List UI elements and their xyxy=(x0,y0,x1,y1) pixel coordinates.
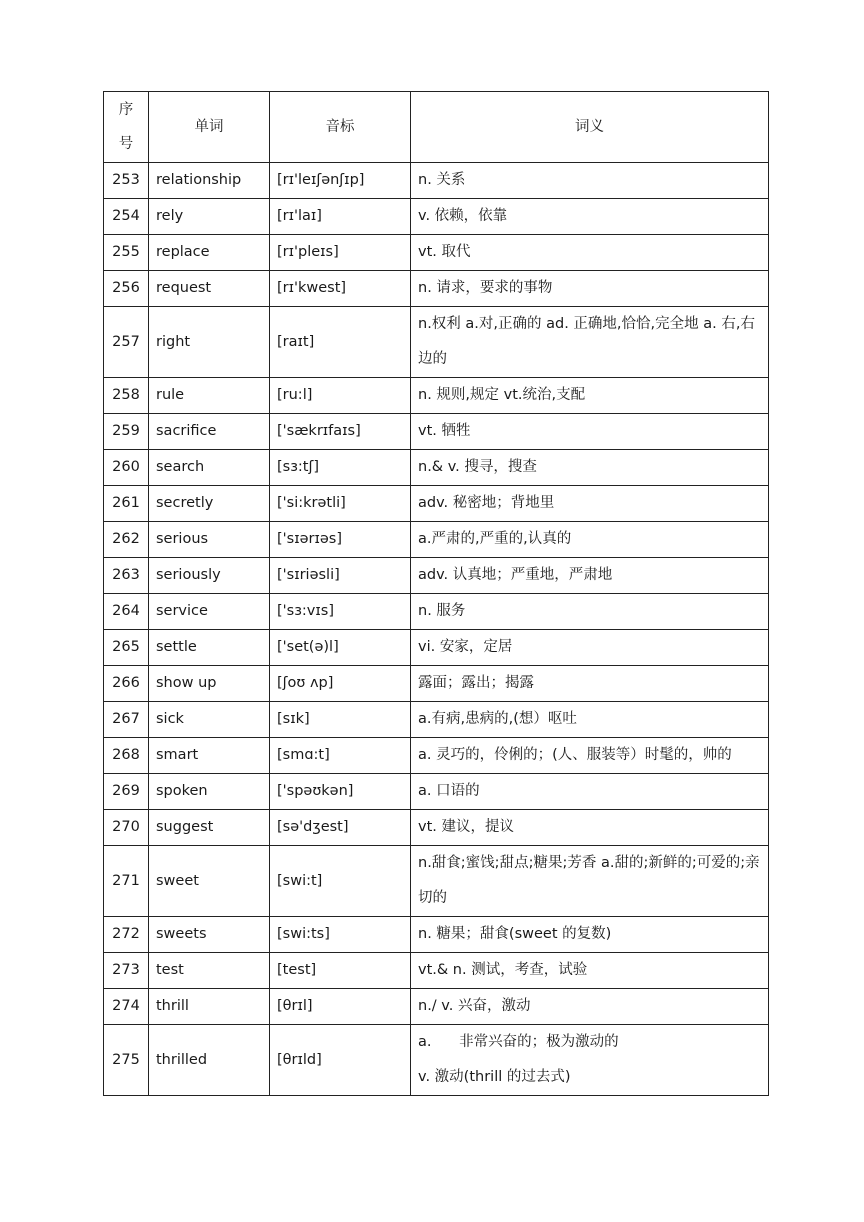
table-row xyxy=(104,774,769,810)
row-phonetic: ['sɪriəsli] xyxy=(270,558,411,594)
row-word: suggest xyxy=(149,810,270,846)
row-word: thrilled xyxy=(149,1025,270,1096)
row-word: replace xyxy=(149,235,270,271)
header-number-line2: 号 xyxy=(118,136,134,152)
row-word: thrill xyxy=(149,989,270,1025)
row-meaning: vt. 建议，提议 xyxy=(411,810,769,846)
table-row xyxy=(104,378,769,414)
row-meaning: a. 灵巧的，伶俐的；(人、服装等）时髦的，帅的 xyxy=(411,738,769,774)
row-meaning: n. 服务 xyxy=(411,594,769,630)
row-meaning: n. 规则,规定 vt.统治,支配 xyxy=(411,378,769,414)
row-word: settle xyxy=(149,630,270,666)
row-word: sacrifice xyxy=(149,414,270,450)
table-row xyxy=(104,738,769,774)
header-word: 单词 xyxy=(149,92,270,163)
row-meaning: vt. 牺牲 xyxy=(411,414,769,450)
table-row xyxy=(104,666,769,702)
table-row xyxy=(104,630,769,666)
row-phonetic: ['set(ə)l] xyxy=(270,630,411,666)
row-phonetic: [sɪk] xyxy=(270,702,411,738)
table-row xyxy=(104,810,769,846)
row-word: rule xyxy=(149,378,270,414)
row-number: 267 xyxy=(104,702,149,738)
row-phonetic: ['sɪərɪəs] xyxy=(270,522,411,558)
row-meaning: a. 口语的 xyxy=(411,774,769,810)
table-row xyxy=(104,235,769,271)
header-number xyxy=(104,92,149,163)
row-number: 254 xyxy=(104,199,149,235)
row-meaning-line: a. 非常兴奋的；极为激动的 xyxy=(418,1034,619,1050)
table-row xyxy=(104,307,769,378)
row-meaning: n./ v. 兴奋，激动 xyxy=(411,989,769,1025)
row-meaning: vi. 安家，定居 xyxy=(411,630,769,666)
row-phonetic: [θrɪl] xyxy=(270,989,411,1025)
table-row xyxy=(104,271,769,307)
row-meaning: a.严肃的,严重的,认真的 xyxy=(411,522,769,558)
table-row xyxy=(104,163,769,199)
row-meaning: adv. 认真地；严重地，严肃地 xyxy=(411,558,769,594)
row-number: 271 xyxy=(104,846,149,917)
row-number: 259 xyxy=(104,414,149,450)
row-number: 255 xyxy=(104,235,149,271)
row-phonetic: [smɑ:t] xyxy=(270,738,411,774)
table-row xyxy=(104,846,769,917)
row-number: 253 xyxy=(104,163,149,199)
row-meaning xyxy=(411,1025,769,1096)
row-phonetic: [sə'dʒest] xyxy=(270,810,411,846)
table-row xyxy=(104,989,769,1025)
table-row xyxy=(104,450,769,486)
row-number: 269 xyxy=(104,774,149,810)
table-row xyxy=(104,486,769,522)
row-word: sweet xyxy=(149,846,270,917)
row-meaning: n.甜食;蜜饯;甜点;糖果;芳香 a.甜的;新鲜的;可爱的;亲切的 xyxy=(411,846,769,917)
row-phonetic: ['sɜ:vɪs] xyxy=(270,594,411,630)
row-phonetic: [swi:ts] xyxy=(270,917,411,953)
row-word: spoken xyxy=(149,774,270,810)
row-word: seriously xyxy=(149,558,270,594)
row-word: right xyxy=(149,307,270,378)
row-meaning: n.权利 a.对,正确的 ad. 正确地,恰恰,完全地 a. 右,右边的 xyxy=(411,307,769,378)
header-number-line1: 序 xyxy=(118,102,134,118)
row-phonetic: [ru:l] xyxy=(270,378,411,414)
row-number: 261 xyxy=(104,486,149,522)
table-row xyxy=(104,594,769,630)
row-phonetic: [rɪ'leɪʃənʃɪp] xyxy=(270,163,411,199)
row-phonetic: ['si:krətli] xyxy=(270,486,411,522)
row-number: 260 xyxy=(104,450,149,486)
row-number: 264 xyxy=(104,594,149,630)
row-word: secretly xyxy=(149,486,270,522)
row-word: search xyxy=(149,450,270,486)
table-row xyxy=(104,199,769,235)
row-number: 275 xyxy=(104,1025,149,1096)
vocabulary-table xyxy=(103,91,769,1096)
row-word: serious xyxy=(149,522,270,558)
row-number: 274 xyxy=(104,989,149,1025)
row-meaning-line: v. 激动(thrill 的过去式) xyxy=(418,1069,571,1085)
table-row xyxy=(104,1025,769,1096)
row-number: 258 xyxy=(104,378,149,414)
table-header-row xyxy=(104,92,769,163)
row-word: rely xyxy=(149,199,270,235)
row-meaning: n.& v. 搜寻，搜查 xyxy=(411,450,769,486)
row-number: 263 xyxy=(104,558,149,594)
row-word: show up xyxy=(149,666,270,702)
row-number: 268 xyxy=(104,738,149,774)
row-number: 262 xyxy=(104,522,149,558)
row-phonetic: [rɪ'kwest] xyxy=(270,271,411,307)
row-phonetic: ['spəʊkən] xyxy=(270,774,411,810)
row-number: 272 xyxy=(104,917,149,953)
row-phonetic: [θrɪld] xyxy=(270,1025,411,1096)
row-phonetic: [ʃoʊ ʌp] xyxy=(270,666,411,702)
row-word: test xyxy=(149,953,270,989)
row-number: 270 xyxy=(104,810,149,846)
row-number: 273 xyxy=(104,953,149,989)
row-number: 265 xyxy=(104,630,149,666)
row-meaning: vt. 取代 xyxy=(411,235,769,271)
row-number: 266 xyxy=(104,666,149,702)
row-number: 257 xyxy=(104,307,149,378)
table-row xyxy=(104,917,769,953)
row-meaning: 露面；露出；揭露 xyxy=(411,666,769,702)
row-meaning: n. 请求，要求的事物 xyxy=(411,271,769,307)
row-meaning: n. 糖果；甜食(sweet 的复数) xyxy=(411,917,769,953)
row-word: service xyxy=(149,594,270,630)
row-phonetic: [rɪ'laɪ] xyxy=(270,199,411,235)
row-phonetic: [test] xyxy=(270,953,411,989)
row-phonetic: [sɜ:tʃ] xyxy=(270,450,411,486)
table-row xyxy=(104,522,769,558)
table-row xyxy=(104,414,769,450)
row-phonetic: [raɪt] xyxy=(270,307,411,378)
row-word: smart xyxy=(149,738,270,774)
row-meaning: v. 依赖，依靠 xyxy=(411,199,769,235)
row-meaning: vt.& n. 测试，考查，试验 xyxy=(411,953,769,989)
row-phonetic: [rɪ'pleɪs] xyxy=(270,235,411,271)
header-phonetic: 音标 xyxy=(270,92,411,163)
row-number: 256 xyxy=(104,271,149,307)
header-meaning: 词义 xyxy=(411,92,769,163)
row-word: request xyxy=(149,271,270,307)
row-word: sick xyxy=(149,702,270,738)
row-meaning: n. 关系 xyxy=(411,163,769,199)
row-word: sweets xyxy=(149,917,270,953)
table-row xyxy=(104,702,769,738)
row-meaning: adv. 秘密地；背地里 xyxy=(411,486,769,522)
row-phonetic: ['sækrɪfaɪs] xyxy=(270,414,411,450)
table-row xyxy=(104,953,769,989)
row-phonetic: [swi:t] xyxy=(270,846,411,917)
table-row xyxy=(104,558,769,594)
row-meaning: a.有病,患病的,(想）呕吐 xyxy=(411,702,769,738)
row-word: relationship xyxy=(149,163,270,199)
